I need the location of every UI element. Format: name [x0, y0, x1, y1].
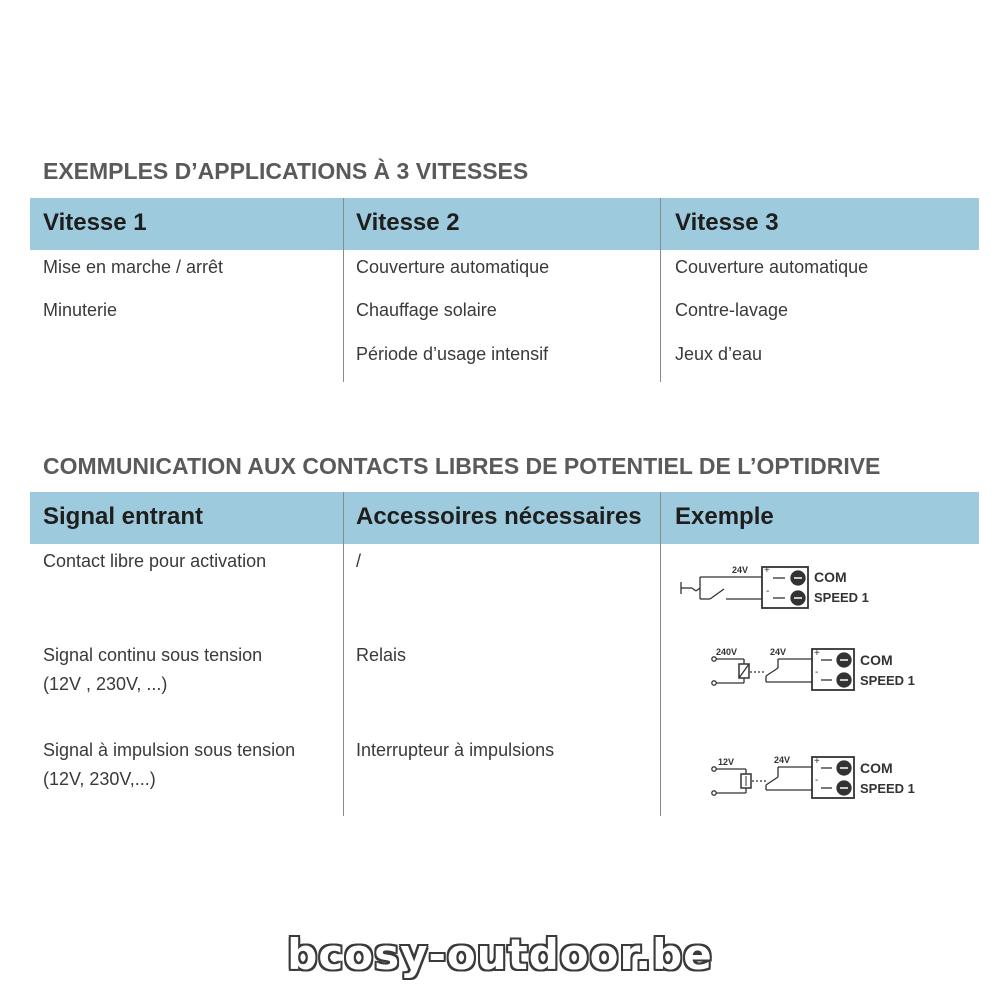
- svg-text:+: +: [814, 648, 820, 659]
- header-exemple: Exemple: [675, 503, 774, 530]
- diagram-terminal-com: COM: [814, 569, 847, 585]
- table-header-row: [30, 492, 979, 544]
- diagram-drive-voltage: 24V: [770, 647, 787, 657]
- wiring-diagram-impulse: [674, 752, 924, 802]
- header-vitesse-1: Vitesse 1: [43, 209, 147, 236]
- diagram-terminal-speed: SPEED 1: [814, 590, 869, 605]
- table-cell: Couverture automatique: [675, 257, 869, 277]
- speed-applications-table: [30, 198, 979, 382]
- signal-contacts-table: [30, 492, 979, 816]
- watermark-text: bcosy-outdoor.be: [287, 930, 713, 979]
- column-divider: [343, 492, 344, 816]
- section-title-contacts: COMMUNICATION AUX CONTACTS LIBRES DE POTENTIEL DE L’OPTIDRIVE: [43, 453, 881, 479]
- column-divider: [660, 198, 661, 382]
- table-cell: Mise en marche / arrêt: [43, 257, 224, 277]
- svg-text:-: -: [815, 775, 819, 786]
- table-header-row: [30, 198, 979, 250]
- diagram-source-voltage: 240V: [716, 647, 738, 657]
- table-cell-signal: (12V , 230V, ...): [43, 674, 168, 694]
- diagram-terminal-speed: SPEED 1: [860, 781, 915, 796]
- wiring-diagram-relay: [674, 644, 924, 694]
- header-signal-entrant: Signal entrant: [43, 503, 204, 530]
- diagram-terminal-com: COM: [860, 760, 893, 776]
- column-divider: [660, 492, 661, 816]
- svg-text:+: +: [764, 565, 770, 576]
- diagram-source-voltage: 12V: [718, 757, 735, 767]
- table-cell: Jeux d’eau: [675, 344, 763, 364]
- wiring-diagram-dry-contact: [674, 558, 874, 612]
- header-accessoires: Accessoires nécessaires: [356, 503, 642, 530]
- column-divider: [343, 198, 344, 382]
- table-cell: Minuterie: [43, 300, 118, 320]
- table-cell: Contre-lavage: [675, 300, 789, 320]
- table-cell-signal: (12V, 230V,...): [43, 769, 156, 789]
- table-cell-signal: Contact libre pour activation: [43, 551, 267, 571]
- svg-text:-: -: [815, 667, 819, 678]
- table-cell-accessory: Relais: [356, 645, 407, 665]
- table-cell-signal: Signal continu sous tension: [43, 645, 263, 665]
- section-title-speeds: EXEMPLES D’APPLICATIONS À 3 VITESSES: [43, 158, 529, 184]
- diagram-drive-voltage: 24V: [774, 755, 791, 765]
- svg-text:-: -: [766, 586, 770, 597]
- table-cell: Couverture automatique: [356, 257, 550, 277]
- table-cell: Chauffage solaire: [356, 300, 497, 320]
- diagram-drive-voltage: 24V: [732, 565, 749, 575]
- header-vitesse-2: Vitesse 2: [356, 209, 460, 236]
- table-cell-accessory: /: [356, 551, 362, 571]
- table-cell: Période d’usage intensif: [356, 344, 549, 364]
- table-cell-signal: Signal à impulsion sous tension: [43, 740, 296, 760]
- table-cell-accessory: Interrupteur à impulsions: [356, 740, 555, 760]
- svg-text:+: +: [814, 756, 820, 767]
- diagram-terminal-com: COM: [860, 652, 893, 668]
- header-vitesse-3: Vitesse 3: [675, 209, 779, 236]
- diagram-terminal-speed: SPEED 1: [860, 673, 915, 688]
